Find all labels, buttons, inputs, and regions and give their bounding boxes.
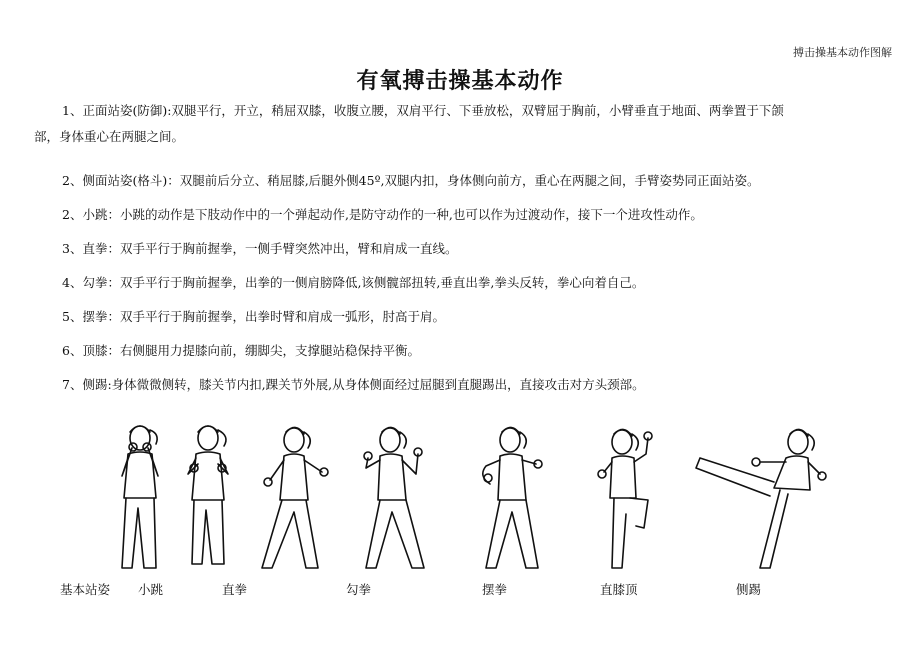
paragraph-7 (34, 338, 890, 364)
figure-side-kick (690, 418, 830, 578)
paragraph-8 (34, 372, 890, 398)
paragraph-2 (34, 168, 890, 194)
illustration-strip (90, 418, 870, 578)
paragraph-5 (34, 270, 890, 296)
paragraph-3 (34, 202, 890, 228)
paragraph-1 (34, 98, 890, 124)
figure-straight-punch (250, 418, 330, 578)
caption-side-kick: 侧踢 (736, 582, 762, 597)
paragraph-7-text: 6、顶膝：右侧腿用力提膝向前，绷脚尖，支撑腿站稳保持平衡。 (62, 343, 420, 358)
header-note: 搏击操基本动作图解 (793, 46, 892, 59)
caption-swing-punch: 摆拳 (482, 582, 508, 597)
page-title: 有氧搏击操基本动作 (356, 68, 564, 94)
paragraph-1-cont-text: 部，身体重心在两腿之间。 (34, 129, 185, 144)
paragraph-1-text: 1、正面站姿(防御):双腿平行，开立，稍屈双膝，收腹立腰，双肩平行、下垂放松，双臂屈于胸前，小臂垂直于地面、两拳置于下颌 (62, 103, 784, 118)
figure-knee-strike (586, 418, 666, 578)
caption-straight-punch: 直拳 (222, 582, 248, 597)
figure-hook-punch (352, 418, 432, 578)
paragraph-4-text: 3、直拳：双手平行于胸前握拳，一侧手臂突然冲出，臂和肩成一直线。 (62, 241, 458, 256)
paragraph-6 (34, 304, 890, 330)
caption-hook-punch: 勾拳 (346, 582, 372, 597)
caption-small-jump: 小跳 (138, 582, 164, 597)
caption-basic-stance: 基本站姿 (60, 582, 111, 597)
paragraph-1-cont (34, 124, 890, 150)
paragraph-8-text: 7、侧踢:身体微微侧转，膝关节内扣,踝关节外展,从身体侧面经过屈腿到直腿踢出，直接攻击对方头颈部。 (62, 377, 645, 392)
figure-small-jump (168, 418, 248, 578)
paragraph-3-text: 2、小跳：小跳的动作是下肢动作中的一个弹起动作,是防守动作的一种,也可以作为过渡动作，接下一个进攻性动作。 (62, 207, 703, 222)
paragraph-2-text: 2、侧面站姿(格斗)：双腿前后分立、稍屈膝,后腿外侧45º,双腿内扣，身体侧向前方，重心在两腿之间，手臂姿势同正面站姿。 (62, 173, 760, 188)
paragraph-5-text: 4、勾拳：双手平行于胸前握拳，出拳的一侧肩膀降低,该侧髋部扭转,垂直出拳,拳头反转，拳心向着自己。 (62, 275, 645, 290)
figure-swing-punch (470, 418, 550, 578)
paragraph-6-text: 5、摆拳：双手平行于胸前握拳，出拳时臂和肩成一弧形，肘高于肩。 (62, 309, 445, 324)
paragraph-4 (34, 236, 890, 262)
caption-knee-strike: 直膝顶 (600, 582, 638, 597)
